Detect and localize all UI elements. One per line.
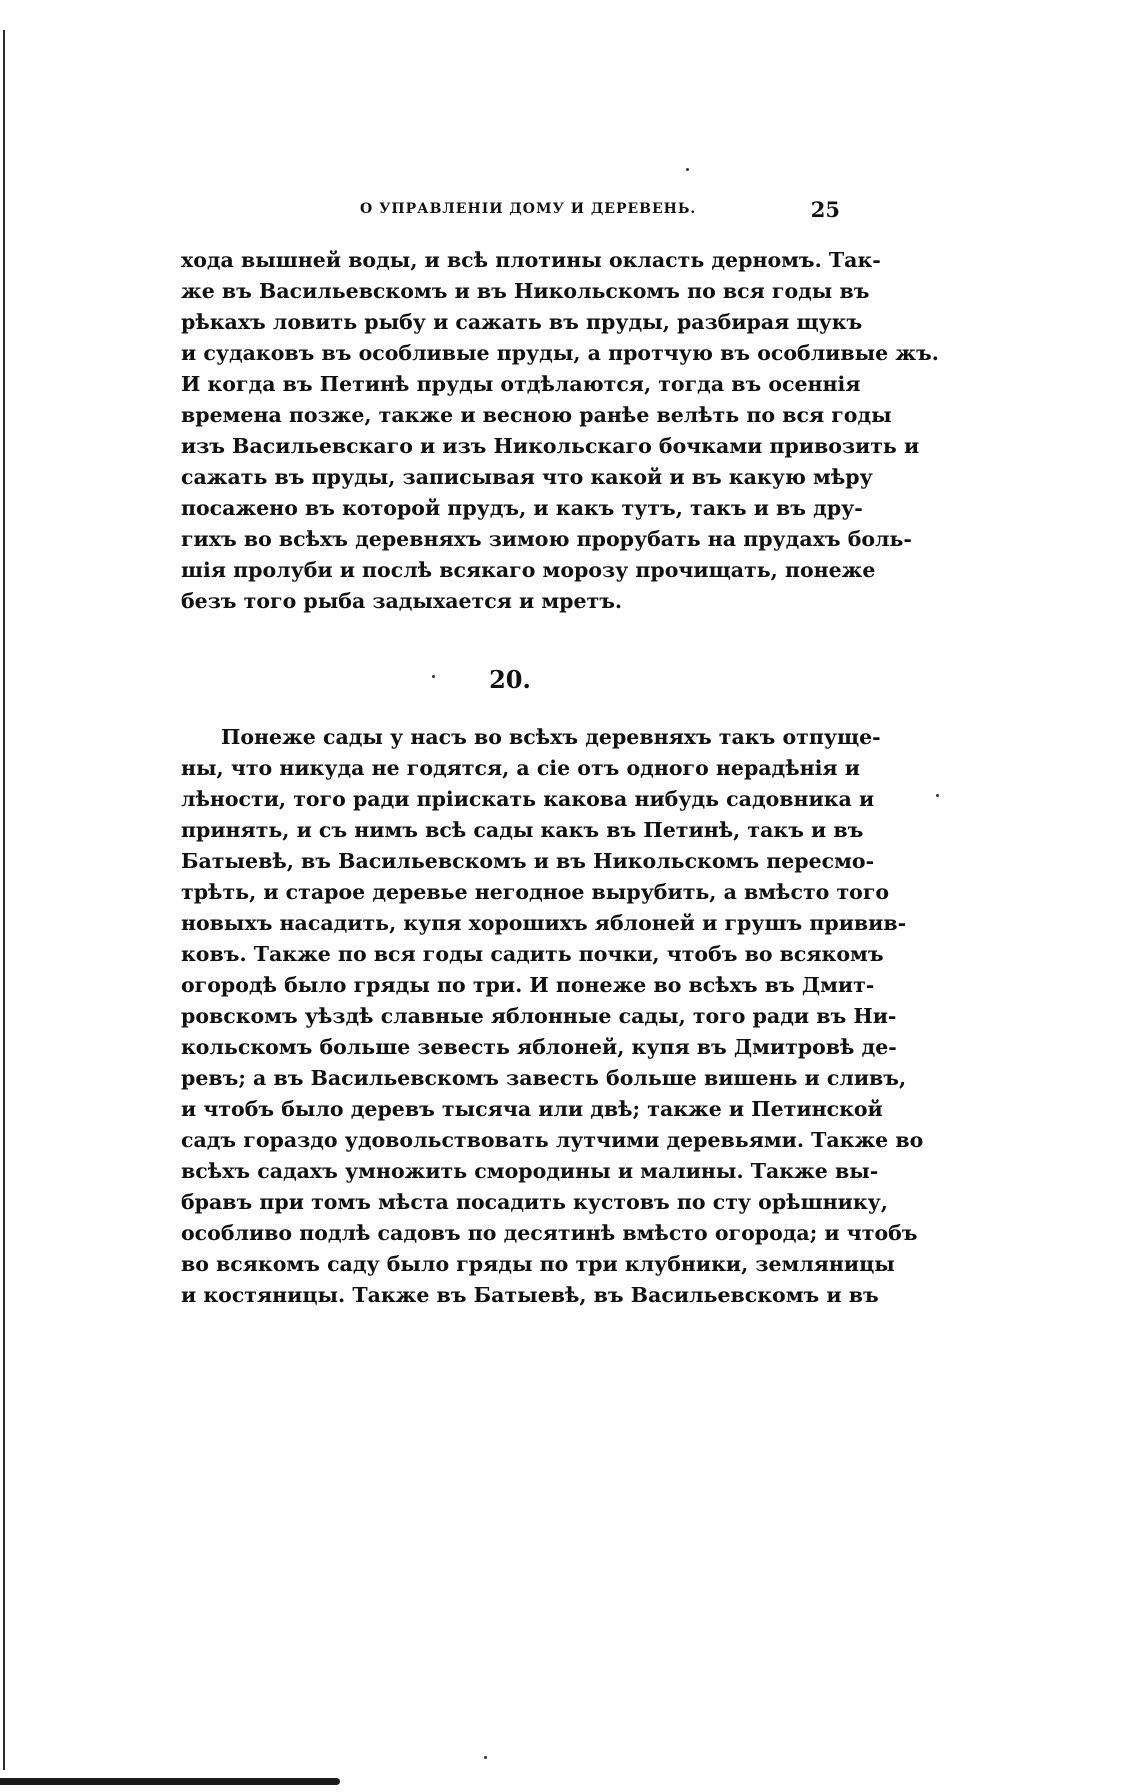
paragraph-2 xyxy=(181,722,924,1311)
section-number: 20. xyxy=(489,665,531,694)
scan-speck xyxy=(484,1756,487,1759)
text-line: изъ Васильевскаго и изъ Никольскаго бочками привозить и xyxy=(181,434,920,458)
text-line: огородѣ было гряды по три. И понеже во всѣхъ въ Дмит- xyxy=(181,973,875,997)
text-line: кольскомъ больше зевесть яблоней, купя въ Дмитровѣ де- xyxy=(181,1035,897,1059)
text-line: Батыевѣ, въ Васильевскомъ и въ Никольскомъ пересмо- xyxy=(181,849,875,873)
text-line: рѣкахъ ловить рыбу и сажать въ пруды, разбирая щукъ xyxy=(181,310,863,334)
text-line: же въ Васильевскомъ и въ Никольскомъ по вся годы въ xyxy=(181,279,870,303)
text-line: времена позже, также и весною ранѣе велѣть по вся годы xyxy=(181,403,892,427)
text-line: всѣхъ садахъ умножить смородины и малины. Также вы- xyxy=(181,1159,879,1183)
text-line: и чтобъ было деревъ тысяча или двѣ; также и Петинской xyxy=(181,1097,883,1121)
text-line: И когда въ Петинѣ пруды отдѣлаются, тогда въ осеннія xyxy=(181,372,861,396)
text-line: шія пролуби и послѣ всякаго морозу прочищать, понеже xyxy=(181,558,876,582)
running-head xyxy=(180,197,840,225)
text-line: во всякомъ саду было гряды по три клубники, земляницы xyxy=(181,1252,895,1276)
text-line: ны, что никуда не годятся, а сіе отъ одного нерадѣнія и xyxy=(181,756,860,780)
text-line: лѣности, того ради пріискать какова нибудь садовника и xyxy=(181,787,875,811)
text-line: Понеже сады у насъ во всѣхъ деревняхъ такъ отпуще- xyxy=(221,725,881,749)
text-line: новыхъ насадить, купя хорошихъ яблоней и грушъ привив- xyxy=(181,911,907,935)
text-line: особливо подлѣ садовъ по десятинѣ вмѣсто огорода; и чтобъ xyxy=(181,1221,918,1245)
scan-edge-line xyxy=(3,30,5,1770)
scan-speck xyxy=(686,168,689,171)
text-line: сажать въ пруды, записывая что какой и въ какую мѣру xyxy=(181,465,873,489)
text-line: и костяницы. Также въ Батыевѣ, въ Васильевскомъ и въ xyxy=(181,1283,879,1307)
scan-edge-shadow xyxy=(0,1778,340,1785)
page-number: 25 xyxy=(810,197,840,222)
text-line: и судаковъ въ особливые пруды, а протчую въ особливые жъ. xyxy=(181,341,939,365)
text-line: трѣть, и старое деревье негодное вырубить, а вмѣсто того xyxy=(181,880,890,904)
scan-speck xyxy=(936,794,939,797)
text-line: безъ того рыба задыхается и мретъ. xyxy=(181,589,623,613)
text-line: посажено въ которой прудъ, и какъ тутъ, такъ и въ дру- xyxy=(181,496,863,520)
text-line: гихъ во всѣхъ деревняхъ зимою прорубать на прудахъ боль- xyxy=(181,527,912,551)
text-line: бравъ при томъ мѣста посадить кустовъ по сту орѣшнику, xyxy=(181,1190,888,1214)
text-line: ковъ. Также по вся годы садить почки, чтобъ во всякомъ xyxy=(181,942,884,966)
running-title: О УПРАВЛЕНІИ ДОМУ И ДЕРЕВЕНЬ. xyxy=(360,201,697,217)
text-line: садъ гораздо удовольствовать лутчими деревьями. Также во xyxy=(181,1128,924,1152)
text-line: принять, и съ нимъ всѣ сады какъ въ Петинѣ, такъ и въ xyxy=(181,818,864,842)
text-line: ревъ; а въ Васильевскомъ завесть больше вишень и сливъ, xyxy=(181,1066,907,1090)
text-line: хода вышней воды, и всѣ плотины окласть дерномъ. Так- xyxy=(181,248,881,272)
paragraph-1 xyxy=(181,245,939,617)
scan-speck xyxy=(432,675,435,678)
text-line: ровскомъ уѣздѣ славные яблонные сады, того ради въ Ни- xyxy=(181,1004,897,1028)
